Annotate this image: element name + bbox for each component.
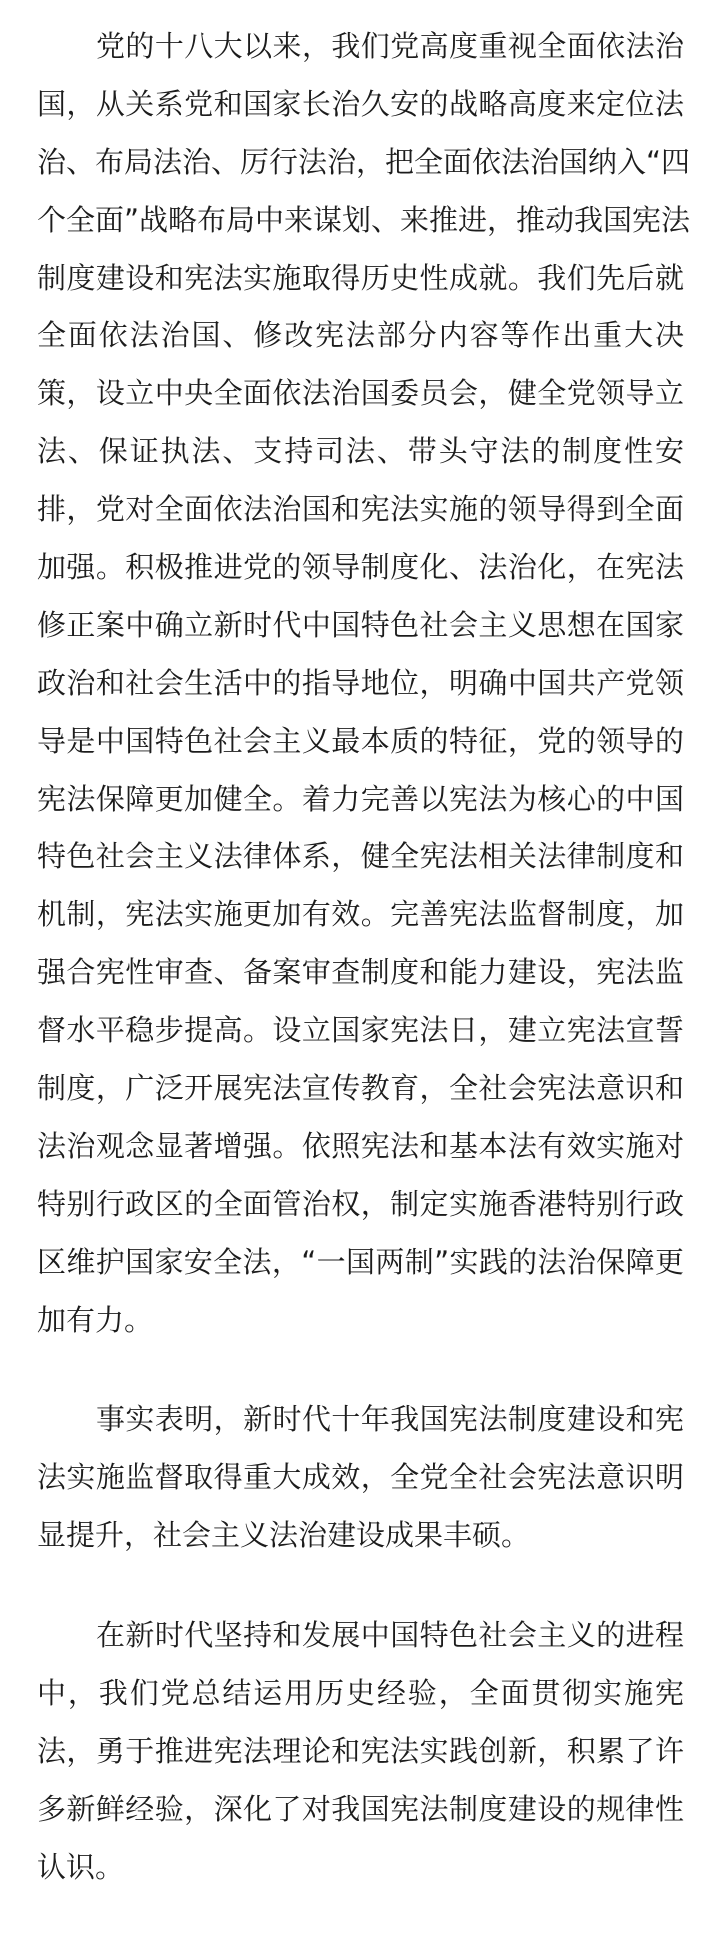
article-body	[37, 18, 691, 1939]
text-line: 认识。	[37, 1849, 125, 1884]
text-line: 加有力。	[37, 1302, 154, 1337]
text-line: 国，从关系党和国家长治久安的战略高度来定位法	[37, 86, 684, 121]
text-line: 修正案中确立新时代中国特色社会主义思想在国家	[37, 607, 684, 642]
text-line: 政治和社会生活中的指导地位，明确中国共产党领	[37, 665, 684, 700]
text-line: 法、保证执法、支持司法、带头守法的制度性安	[37, 434, 684, 469]
text-line: 排，党对全面依法治国和宪法实施的领导得到全面	[37, 492, 684, 527]
text-line: 中，我们党总结运用历史经验，全面贯彻实施宪	[37, 1676, 684, 1711]
text-line: 法实施监督取得重大成效，全党全社会宪法意识明	[37, 1460, 684, 1495]
text-line: 事实表明，新时代十年我国宪法制度建设和宪	[96, 1402, 684, 1437]
text-line: 机制，宪法实施更加有效。完善宪法监督制度，加	[37, 897, 684, 932]
paragraph-3	[37, 1607, 684, 1896]
text-line: 多新鲜经验，深化了对我国宪法制度建设的规律性	[37, 1791, 684, 1826]
text-line: 党的十八大以来，我们党高度重视全面依法治	[96, 29, 684, 63]
text-line: 宪法保障更加健全。着力完善以宪法为核心的中国	[37, 781, 684, 816]
text-line: 策，设立中央全面依法治国委员会，健全党领导立	[37, 376, 684, 411]
text-line: 导是中国特色社会主义最本质的特征，党的领导的	[37, 723, 684, 758]
text-line: 特色社会主义法律体系，健全宪法相关法律制度和	[37, 839, 684, 874]
text-line: 加强。积极推进党的领导制度化、法治化，在宪法	[37, 550, 684, 585]
text-line: 特别行政区的全面管治权，制定实施香港特别行政	[37, 1186, 684, 1221]
text-line: 治、布局法治、厉行法治，把全面依法治国纳入“四	[37, 144, 691, 179]
text-line: 个全面”战略布局中来谋划、来推进，推动我国宪法	[37, 202, 691, 237]
text-line: 制度建设和宪法实施取得历史性成就。我们先后就	[37, 260, 684, 295]
paragraph-2	[37, 1391, 684, 1565]
text-line: 显提升，社会主义法治建设成果丰硕。	[37, 1518, 531, 1553]
text-line: 制度，广泛开展宪法宣传教育，全社会宪法意识和	[37, 1071, 684, 1106]
text-line: 强合宪性审查、备案审查制度和能力建设，宪法监	[37, 955, 684, 990]
text-line: 法，勇于推进宪法理论和宪法实践创新，积累了许	[37, 1733, 684, 1768]
text-line: 区维护国家安全法，“一国两制”实践的法治保障更	[37, 1244, 684, 1279]
text-line: 督水平稳步提高。设立国家宪法日，建立宪法宣誓	[37, 1013, 684, 1048]
paragraph-1	[37, 18, 691, 1349]
text-line: 在新时代坚持和发展中国特色社会主义的进程	[96, 1618, 684, 1653]
text-line: 全面依法治国、修改宪法部分内容等作出重大决	[37, 318, 684, 353]
text-line: 法治观念显著增强。依照宪法和基本法有效实施对	[37, 1128, 684, 1163]
